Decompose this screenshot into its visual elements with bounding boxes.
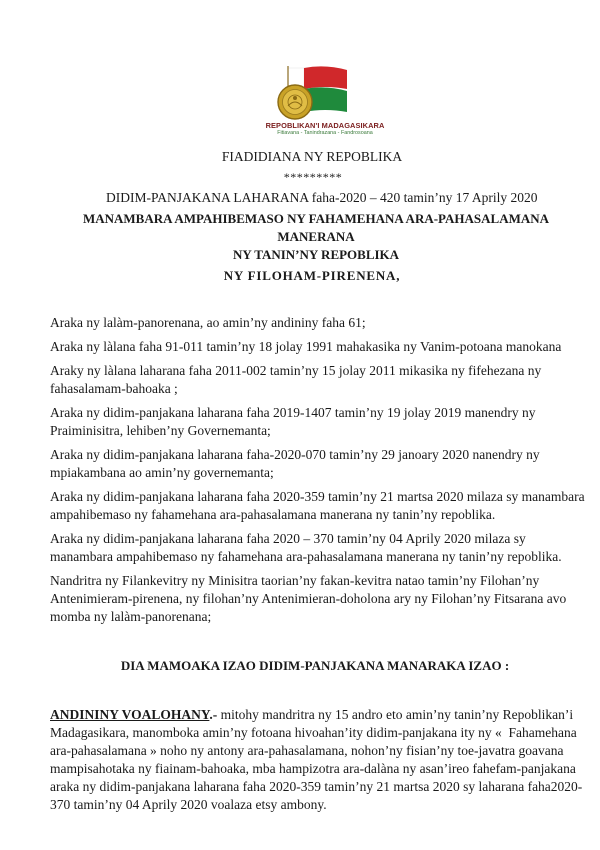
preamble-item: Araka ny didim-panjakana laharana faha 2020-359 tamin’ny 21 martsa 2020 milaza sy manambara ampahibemaso ny fahamehana ara-pahasalamana manerana ny tanin’ny repoblika. [50,489,585,522]
flag-seal-icon [255,62,395,122]
presidency-heading: FIADIDIANA NY REPOBLIKA [221,149,403,164]
addressee: NY FILOHAM-PIRENENA, [223,268,401,283]
emblem-title: REPOBLIKAN'I MADAGASIKARA [265,121,385,130]
preamble-item: Araka ny lalàm-panorenana, ao amin’ny andininy faha 61; [50,315,366,330]
article-1 [50,706,590,814]
article-1-text: mitohy mandritra ny 15 andro eto amin’ny tanin’ny Repoblikan’i Madagasikara, manomboka amin’ny fotoana hivoahan’ity didim-panjakana ity ny « Fahamehana ara-pahasalamana » noho ny antony ara-pahasalamana, nohon’ny fisian’ny toe-javatra goavana mampisahotaka ny fiainam-bahoaka, mba hampizotra ara-dalàna ny asan’ireo fahefam-panjakana araka ny didim-panjakana laharana faha 2020-359 tamin’ny 21 martsa 2020 sy laharana faha2020-370 tamin’ny 04 Aprily 2020 voalaza etsy ambony. [50,707,583,812]
republic-emblem [255,62,395,142]
preamble-item: Araka ny didim-panjakana laharana faha 2019-1407 tamin’ny 19 jolay 2019 manendry ny Praiminisitra, lehiben’ny Governemanta; [50,405,536,438]
preamble-item: Araka ny didim-panjakana laharana faha 2020 – 370 tamin’ny 04 Aprily 2020 milaza sy manambara ampahibemaso ny fahamehana ara-pahasalamana manerana ny tanin’ny repoblika. [50,531,562,564]
enacting-clause: DIA MAMOAKA IZAO DIDIM-PANJAKANA MANARAKA IZAO : [120,658,510,673]
preamble-item: Nandritra ny Filankevitry ny Minisitra taorian’ny fakan-kevitra natao tamin’ny Filohan’ny Antenimieram-pirenena, ny filohan’ny Antenimieran-doholona ary ny Filohan’ny Fitsarana avo momba ny lalàm-panorenana; [50,573,567,624]
emblem-motto: Fitiavana - Tanindrazana - Fandrosoana [277,130,373,136]
separator-stars: ********* [283,170,343,184]
decree-reference: DIDIM-PANJAKANA LAHARANA faha-2020 – 420 tamin’ny 17 Aprily 2020 [106,190,538,205]
article-1-label: ANDININY VOALOHANY [50,707,210,722]
article-1-separator: .- [209,707,218,722]
preamble-item: Araky ny làlana laharana faha 2011-002 tamin’ny 15 jolay 2011 mikasika ny fifehezana ny fahasalamam-bahoaka ; [50,363,542,396]
decree-title-line2: NY TANIN’NY REPOBLIKA [232,247,400,262]
preamble-item: Araka ny làlana faha 91-011 tamin’ny 18 jolay 1991 mahakasika ny Vanim-potoana manokana [50,339,562,354]
preamble-item: Araka ny didim-panjakana laharana faha-2020-070 tamin’ny 29 janoary 2020 nanendry ny mpiakambana ao amin’ny governemanta; [50,447,540,480]
decree-title-line1: MANAMBARA AMPAHIBEMASO NY FAHAMEHANA ARA-PAHASALAMANA MANERANA [82,211,550,244]
decree-title [50,210,582,264]
